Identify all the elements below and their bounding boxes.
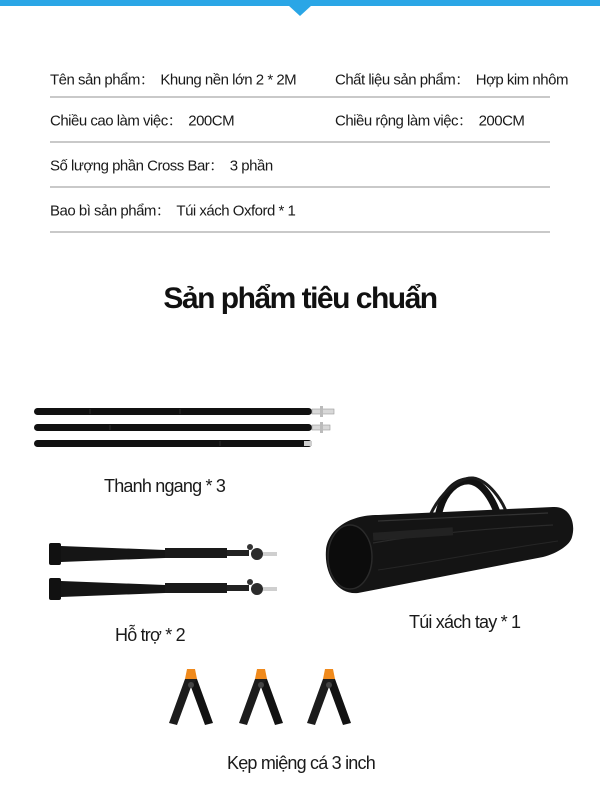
spec-value: 200CM	[478, 112, 525, 129]
spec-label: Tên sản phẩm：	[50, 71, 155, 89]
section-title: Sản phẩm tiêu chuẩn	[163, 282, 437, 315]
clamps-image	[165, 665, 355, 729]
spec-product-name	[50, 69, 296, 90]
crossbar-pole	[34, 422, 330, 433]
stand-image	[45, 538, 285, 610]
spec-material	[335, 69, 568, 90]
spec-table	[50, 62, 568, 233]
spec-value: Hợp kim nhôm	[475, 71, 568, 89]
crossbar-image	[30, 400, 340, 455]
spec-label: Chất liệu sản phẩm：	[335, 71, 470, 89]
stand-tripod	[49, 578, 277, 600]
spec-label: Bao bì sản phẩm：	[50, 202, 171, 219]
spec-row	[50, 98, 550, 143]
crossbar-pole	[34, 406, 334, 417]
spec-packaging	[50, 199, 295, 220]
spec-row	[50, 143, 550, 188]
carry-bag-caption: Túi xách tay * 1	[409, 612, 521, 632]
spec-value: 200CM	[188, 112, 235, 129]
spec-crossbar-sections	[50, 154, 273, 175]
spec-working-width	[335, 109, 524, 130]
stand-caption: Hỗ trợ * 2	[115, 625, 185, 645]
spec-value: Khung nền lớn 2 * 2M	[160, 71, 297, 89]
spec-label: Chiều cao làm việc：	[50, 112, 183, 129]
spec-label: Chiều rộng làm việc：	[335, 112, 473, 129]
clamp-caption: Kẹp miệng cá 3 inch	[227, 753, 375, 773]
spec-working-height	[50, 109, 234, 130]
spring-clamp	[239, 669, 283, 725]
spec-value: Túi xách Oxford * 1	[176, 202, 296, 219]
stand-tripod	[49, 543, 277, 565]
spring-clamp	[169, 669, 213, 725]
spec-label: Số lượng phần Cross Bar：	[50, 157, 224, 174]
spec-row	[50, 62, 568, 98]
spring-clamp	[307, 669, 351, 725]
spec-value: 3 phần	[229, 157, 273, 174]
crossbar-caption: Thanh ngang * 3	[104, 476, 226, 496]
spec-row	[50, 188, 550, 233]
top-notch-indicator	[288, 5, 312, 16]
carry-bag-image	[318, 475, 578, 600]
crossbar-pole	[34, 440, 312, 447]
